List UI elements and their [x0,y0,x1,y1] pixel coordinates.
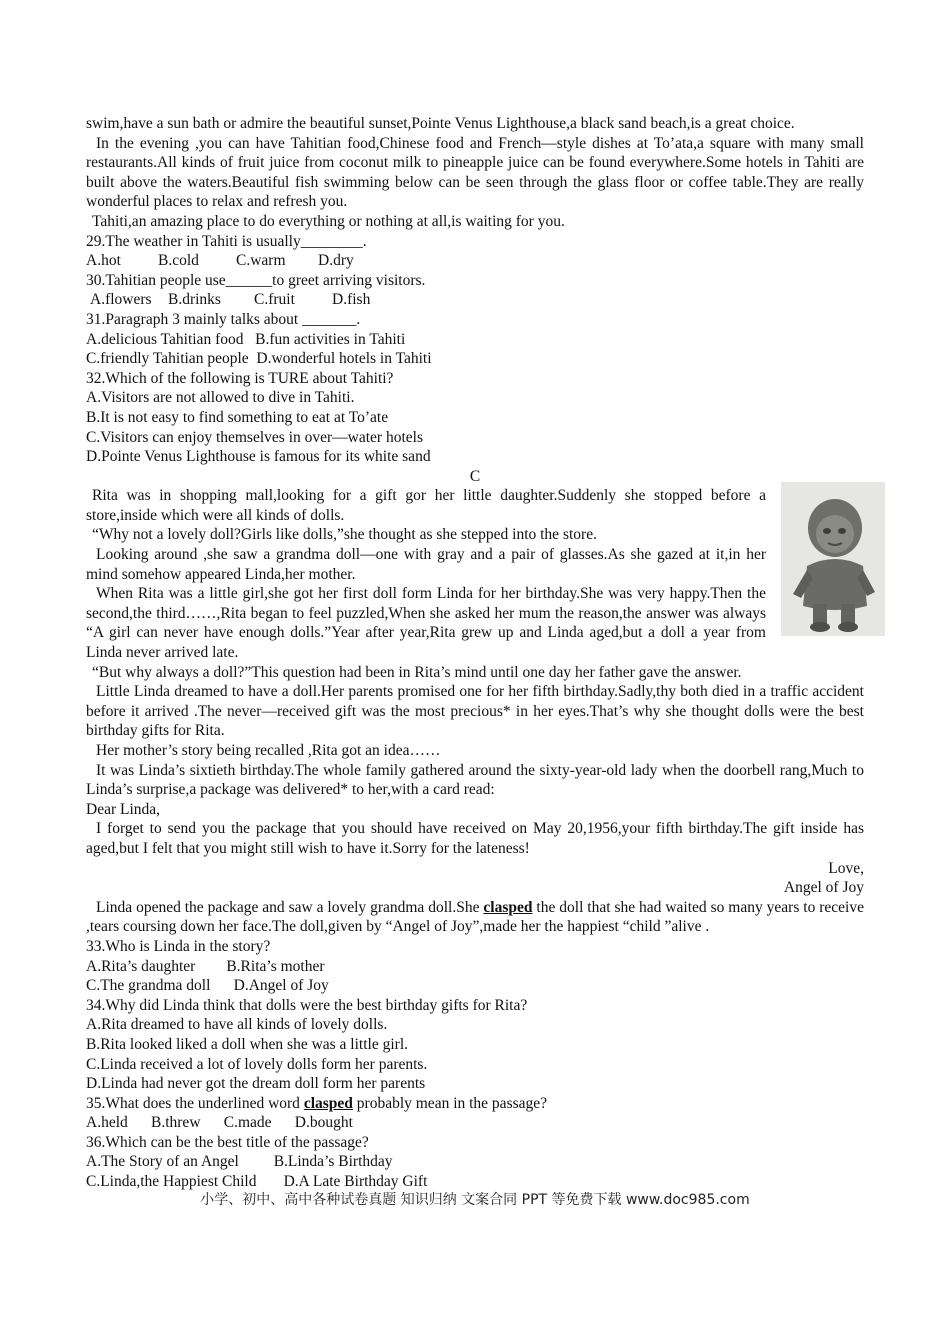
passage-c-p5: “But why always a doll?”This question had been in Rita’s mind until one day her father gave the answer. [92,663,742,681]
question-32-option-b: B.It is not easy to find something to eat at To’ate [86,408,389,426]
grandma-doll-photo [781,482,885,636]
q35-after: probably mean in the passage? [352,1094,548,1112]
passage-b-line-1: swim,have a sun bath or admire the beautiful sunset,Pointe Venus Lighthouse,a black sand beach,is a great choice. [86,115,795,132]
question-35 [86,1094,864,1114]
q35-before: 35.What does the underlined word [86,1094,304,1112]
question-30-options [86,290,864,310]
page-footer: 小学、初中、高中各种试卷真题 知识归纳 文案合同 PPT 等免费下载 www.doc985.com [200,1192,750,1208]
question-32-option-c: C.Visitors can enjoy themselves in over—water hotels [86,428,423,446]
option-29-b: B.cold [158,252,199,270]
question-36-options-cd: C.Linda,the Happiest Child D.A Late Birthday Gift [86,1173,428,1191]
question-34: 34.Why did Linda think that dolls were the best birthday gifts for Rita? [86,996,528,1014]
passage-c-wrapped [86,486,766,662]
question-29-options [86,251,864,271]
option-29-c: C.warm [236,252,286,270]
question-34-option-a: A.Rita dreamed to have all kinds of lovely dolls. [86,1016,388,1034]
option-30-c: C.fruit [254,291,295,309]
question-34-option-c: C.Linda received a lot of lovely dolls form her parents. [86,1055,428,1073]
question-32-option-d: D.Pointe Venus Lighthouse is famous for its white sand [86,448,431,466]
passage-c-p4: When Rita was a little girl,she got her first doll form Linda for her birthday.She was very happy.Then the second,the third……,Rita began to feel puzzled,When she asked her mum the reason,the answer was always “A girl can never have enough dolls.”Year after year,Rita grew up and Linda aged,but a doll a year from Linda never arrived late. [86,585,766,662]
passage-b-paragraph-evening: In the evening ,you can have Tahitian food,Chinese food and French—style dishes at To’ata,a square with many small restaurants.All kinds of fruit juice from coconut milk to pineapple juice can be found everywhere.Some hotels in Tahiti are built above the waters.Beautiful fish swimming below can be seen through the glass floor or coffee table.They are really wonderful places to relax and refresh you. [86,134,864,211]
doll-illustration [781,482,885,636]
question-30: 30.Tahitian people use______to greet arriving visitors. [86,271,426,289]
option-29-a: A.hot [86,252,121,270]
option-30-a: A.flowers [90,291,152,309]
letter-salutation: Dear Linda, [86,800,161,818]
letter-body: I forget to send you the package that you should have received on May 20,1956,your fifth birthday.The gift inside has aged,but I felt that you might still wish to have it.Sorry for the lateness! [86,820,864,857]
passage-c-p1: Rita was in shopping mall,looking for a gift gor her little daughter.Suddenly she stopped before a store,inside which were all kinds of dolls. [86,487,766,524]
underlined-word-clasped: clasped [483,898,533,916]
question-35-options: A.held B.threw C.made D.bought [86,1114,353,1132]
question-34-option-d: D.Linda had never got the dream doll form her parents [86,1075,426,1093]
option-30-b: B.drinks [168,291,221,309]
letter-signature: Angel of Joy [783,879,864,897]
question-32: 32.Which of the following is TURE about Tahiti? [86,369,394,387]
question-31-options-ab: A.delicious Tahitian food B.fun activities in Tahiti [86,330,406,348]
document-page [86,114,864,1192]
question-34-option-b: B.Rita looked liked a doll when she was a little girl. [86,1035,408,1053]
passage-c-p2: “Why not a lovely doll?Girls like dolls,”she thought as she stepped into the store. [92,526,597,544]
passage-c-p6: Little Linda dreamed to have a doll.Her parents promised one for her fifth birthday.Sadly,thy both died in a traffic accident before it arrived .The never—received gift was the most precious* in her eyes.That’s why she thought dolls were the best birthday gifts for Rita. [86,683,864,740]
p10-after: the doll that she had waited so many years to receive ,tears coursing down her face.The doll,given by “Angel of Joy”,made her the happiest “child ”alive . [86,898,864,936]
passage-b-closing: Tahiti,an amazing place to do everything or nothing at all,is waiting for you. [92,212,565,230]
p10-before: Linda opened the package and saw a lovely grandma doll.She [96,898,484,916]
question-33-options-ab: A.Rita’s daughter B.Rita’s mother [86,957,325,975]
passage-c-p3: Looking around ,she saw a grandma doll—one with gray and a pair of glasses.As she gazed at it,in her mind somehow appeared Linda,her mother. [86,546,766,583]
question-36: 36.Which can be the best title of the passage? [86,1133,369,1151]
section-c-heading: C [469,467,481,485]
option-30-d: D.fish [332,291,371,309]
letter-closing: Love, [828,859,864,877]
passage-c-p7: Her mother’s story being recalled ,Rita got an idea…… [96,742,441,759]
question-29: 29.The weather in Tahiti is usually________. [86,232,367,250]
q35-underlined-word: clasped [303,1094,353,1112]
question-33: 33.Who is Linda in the story? [86,937,271,955]
question-31-options-cd: C.friendly Tahitian people D.wonderful hotels in Tahiti [86,350,432,368]
question-36-options-ab: A.The Story of an Angel B.Linda’s Birthday [86,1153,393,1171]
passage-c-p8: It was Linda’s sixtieth birthday.The whole family gathered around the sixty-year-old lady when the doorbell rang,Much to Linda’s surprise,a package was delivered* to her,with a card read: [86,761,864,799]
option-29-d: D.dry [318,252,354,270]
question-32-option-a: A.Visitors are not allowed to dive in Tahiti. [86,389,355,407]
question-33-options-cd: C.The grandma doll D.Angel of Joy [86,977,329,995]
passage-c-p10 [86,898,864,937]
question-31: 31.Paragraph 3 mainly talks about _______. [86,310,361,328]
